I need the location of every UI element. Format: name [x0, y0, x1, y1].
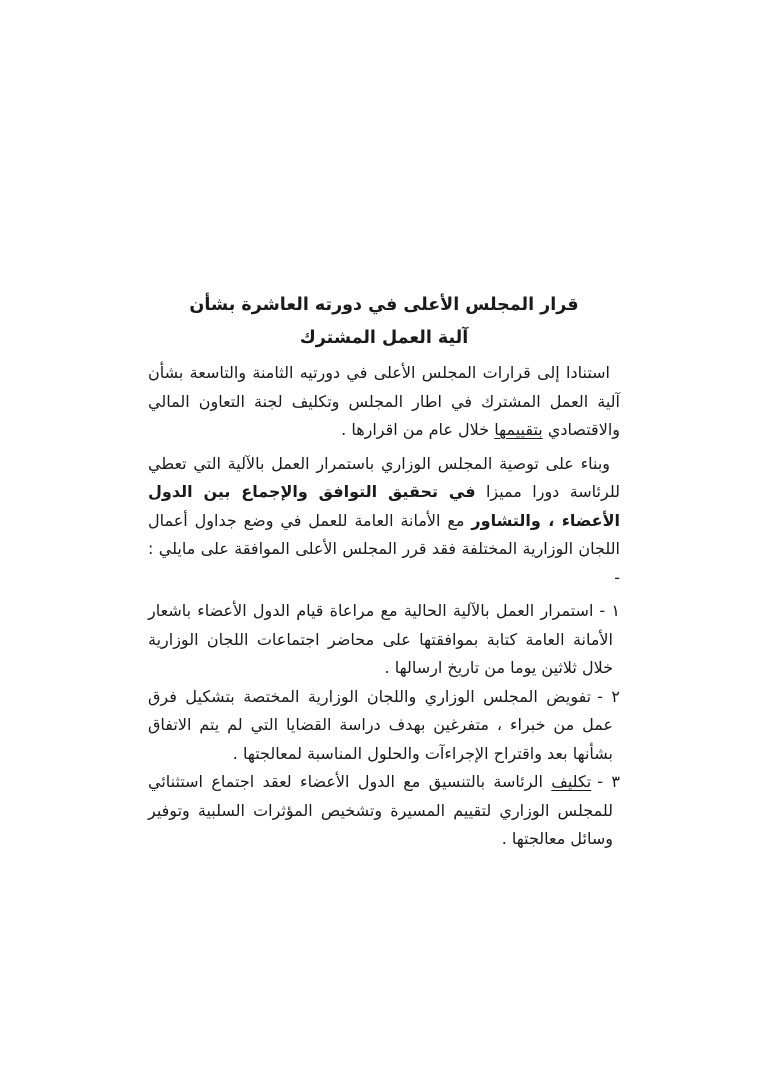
list-item-3 — [148, 768, 620, 854]
paragraph-2-tail: مع الأمانة العامة للعمل في وضع جداول أعمال اللجان الوزارية المختلفة فقد قرر المجلس الأعلى الموافقة على مايلي : - — [148, 510, 620, 587]
decision-items-list — [148, 597, 620, 854]
paragraph-2-bold-phrase: في تحقيق التوافق والإجماع بين الدول الأعضاء ، والتشاور — [148, 482, 620, 530]
item-3-text: الرئاسة بالتنسيق مع الدول الأعضاء لعقد اجتماع استثنائي للمجلس الوزاري لتقييم المسيرة وتشخيص المؤثرات السلبية وتوفير وسائل معالجتها . — [148, 772, 613, 848]
preamble-paragraph-1 — [148, 359, 620, 445]
paragraph-1-text: استنادا إلى قرارات المجلس الأعلى في دورتيه الثامنة والتاسعة بشأن آلية العمل المشترك في اطار المجلس وتكليف لجنة التعاون المالي والاقتصادي — [148, 363, 620, 439]
title-line-2: آلية العمل المشترك — [299, 328, 469, 348]
list-item-2 — [148, 683, 620, 769]
paragraph-1-underlined-word: بتقييمها — [494, 420, 543, 439]
paragraph-2-text: وبناء على توصية المجلس الوزاري باستمرار العمل بالآلية التي تعطي للرئاسة دورا مميزا — [148, 453, 621, 501]
paragraph-1-tail: خلال عام من اقرارها . — [341, 420, 495, 439]
preamble-paragraph-2 — [148, 450, 620, 593]
document-body — [148, 289, 620, 854]
item-3-underlined-word: تكليف — [551, 772, 592, 791]
list-item-1 — [148, 597, 620, 683]
item-2-text: تفويض المجلس الوزاري واللجان الوزارية المختصة بتشكيل فرق عمل من خبراء ، متفرغين بهدف دراسة القضايا التي لم يتم الاتفاق بشأنها بعد واقتراح الإجراءآت والحلول المناسبة لمعالجتها . — [148, 686, 613, 763]
document-title — [148, 289, 620, 355]
title-line-1: قرار المجلس الأعلى في دورته العاشرة بشأن — [189, 295, 579, 315]
item-2-number: ٢ - — [597, 686, 620, 706]
item-1-number: ١ - — [599, 601, 621, 620]
item-3-number: ٣ - — [597, 772, 621, 791]
item-1-text: استمرار العمل بالآلية الحالية مع مراعاة قيام الدول الأعضاء باشعار الأمانة العامة كتابة بموافقتها على محاضر اجتماعات اللجان الوزارية خلال ثلاثين يوما من تاريخ ارسالها . — [148, 601, 613, 677]
